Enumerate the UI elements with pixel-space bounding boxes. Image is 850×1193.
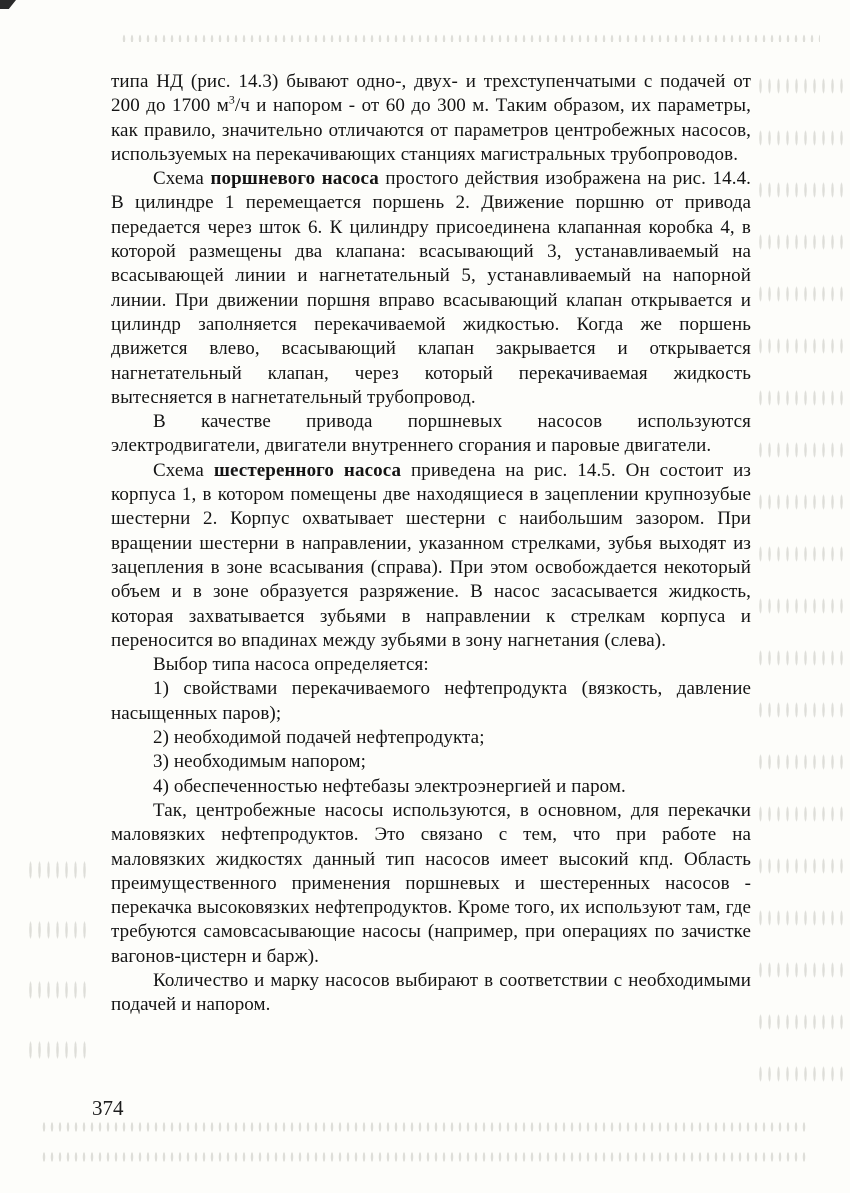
text-block [111,70,751,1018]
text-run: 1) свойствами перекачиваемого нефтепродукта (вязкость, давление насыщенных паров); [111,678,751,724]
paragraph [111,410,751,459]
paragraph [111,677,751,726]
paragraph [111,653,751,677]
paragraph [111,969,751,1018]
text-run: простого действия изображена на рис. 14.4. В цилиндре 1 перемещается поршень 2. Движение поршню от привода передается через шток 6. К цилиндру присоединена клапанная коробка 4, в которой размещены два клапана: всасывающий 3, устанавливаемый на всасывающей линии и нагнетательный 5, устанавливаемый на напорной линии. При движении поршня вправо всасывающий клапан открывается и цилиндр заполняется перекачиваемой жидкостью. Когда же поршень движется влево, всасывающий клапан закрывается и открывается нагнетательный клапан, через который перекачиваемая жидкость вытесняется в нагнетательный трубопровод. [111,168,752,408]
text-run: 2) необходимой подачей нефтепродукта; [153,727,485,749]
text-run: Схема [153,168,211,190]
paragraph [111,167,751,410]
text-run: Схема [153,459,214,481]
paragraph [111,726,751,750]
scan-noise-right [756,60,844,1100]
paragraph [111,750,751,774]
bold-term: шестеренного насоса [213,459,402,481]
text-run: В качестве привода поршневых насосов используются электродвигатели, двигатели внутреннего сгорания и паровые двигатели. [111,411,751,457]
scan-noise-top [120,26,820,42]
text-run: Выбор типа насоса определяется: [153,654,429,676]
superscript: 3 [228,93,235,107]
bold-term: поршневого насоса [210,168,379,190]
text-run: приведена на рис. 14.5. Он состоит из корпуса 1, в котором помещены две находящиеся в зацеплении крупнозубые шестерни 2. Корпус охватывает шестерни с наибольшим зазором. При вращении шестерни в направлении, указанном стрелками, зубья выходят из зацепления в зоне всасывания (справа). При этом освобождается некоторый объем и в зоне образуется разряжение. В насос засасывается жидкость, которая захватывается зубьями в направлении к стрелкам корпуса и переносится во впадинах между зубьями в зону нагнетания (слева). [111,459,752,651]
text-run: Так, центробежные насосы используются, в основном, для перекачки маловязких нефтепродуктов. Это связано с тем, что при работе на маловязких жидкостях данный тип насосов имеет высокий кпд. Область преимущественного применения поршневых и шестеренных насосов - перекачка высоковязких нефтепродуктов. Кроме того, их используют там, где требуются самовсасывающие насосы (например, при операциях по зачистке вагонов-цистерн и барж). [111,799,751,967]
scan-noise-left [26,840,92,1100]
paragraph [111,459,751,653]
paragraph [111,70,751,167]
text-run: типа НД (рис. 14.3) бывают одно-, двух- и трехступенчатыми с подачей от 200 до 1700 м [111,71,751,117]
scan-noise-bottom [40,1112,810,1182]
text-run: 3) необходимым напором; [153,751,367,773]
paragraph [111,799,751,969]
text-run: 4) обеспеченностью нефтебазы электроэнергией и паром. [153,775,626,797]
text-run: Количество и марку насосов выбирают в соответствии с необходимыми подачей и напором. [111,969,751,1016]
paragraph [111,775,751,799]
page-number: 374 [92,1096,124,1120]
text-run: /ч и напором - от 60 до 300 м. Таким образом, их параметры, как правило, значительно отличаются от параметров центробежных насосов, используемых на перекачивающих станциях магистральных трубопроводов. [111,95,751,165]
scan-corner-artifact [0,0,16,9]
